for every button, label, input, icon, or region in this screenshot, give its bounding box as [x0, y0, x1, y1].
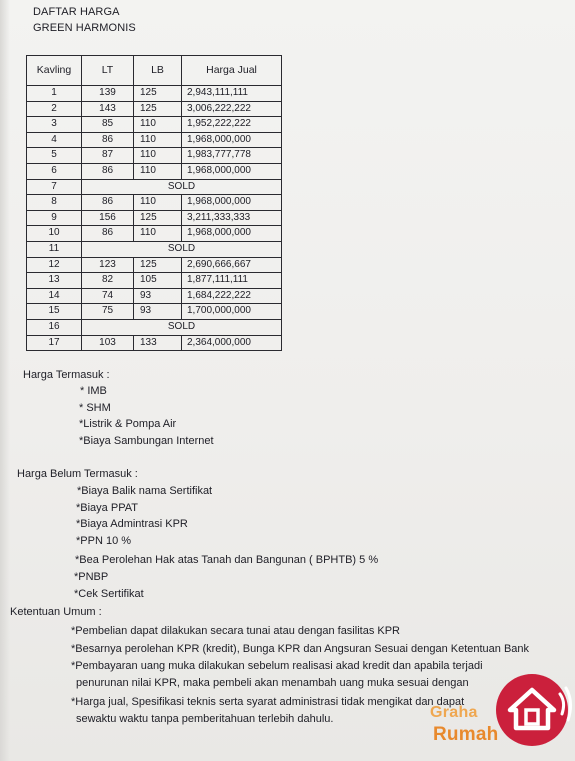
list-item: penurunan nilai KPR, maka pembeli akan menambah uang muka sesuai dengan	[76, 677, 469, 689]
table-row	[27, 335, 282, 351]
cell-kavling: 11	[27, 241, 82, 257]
table-row	[27, 210, 282, 226]
table-row	[27, 241, 282, 257]
cell-kavling: 7	[27, 179, 82, 195]
table-row	[27, 117, 282, 133]
list-item: * IMB	[80, 385, 107, 397]
cell-harga-jual: 3,006,222,222	[182, 101, 282, 117]
table-row	[27, 148, 282, 164]
cell-kavling: 1	[27, 86, 82, 102]
cell-lb: 125	[134, 257, 182, 273]
cell-lb: 110	[134, 195, 182, 211]
cell-kavling: 12	[27, 257, 82, 273]
list-item: *PNBP	[74, 571, 109, 583]
column-header-kavling: Kavling	[27, 56, 82, 86]
table-row	[27, 101, 282, 117]
list-item: sewaktu waktu tanpa pemberitahuan terlebih dahulu.	[76, 713, 334, 725]
table-row	[27, 195, 282, 211]
table-row	[27, 257, 282, 273]
cell-kavling: 14	[27, 288, 82, 304]
cell-kavling: 16	[27, 319, 82, 335]
cell-harga-jual: 1,968,000,000	[182, 226, 282, 242]
cell-sold-status: SOLD	[82, 319, 282, 335]
cell-harga-jual: 2,364,000,000	[182, 335, 282, 351]
cell-harga-jual: 1,983,777,778	[182, 148, 282, 164]
cell-lt: 87	[82, 148, 134, 164]
cell-lb: 93	[134, 304, 182, 320]
list-item: *Biaya Balik nama Sertifikat	[77, 485, 213, 497]
page-edge-shadow	[0, 0, 10, 761]
cell-lt: 85	[82, 117, 134, 133]
cell-harga-jual: 1,968,000,000	[182, 163, 282, 179]
cell-lt: 103	[82, 335, 134, 351]
section-title-belum-termasuk: Harga Belum Termasuk :	[17, 468, 138, 480]
cell-lb: 105	[134, 273, 182, 289]
list-item: *Biaya Admintrasi KPR	[76, 518, 188, 530]
cell-lb: 125	[134, 210, 182, 226]
cell-harga-jual: 1,968,000,000	[182, 132, 282, 148]
cell-kavling: 13	[27, 273, 82, 289]
cell-kavling: 3	[27, 117, 82, 133]
cell-lt: 86	[82, 195, 134, 211]
list-item: *Pembayaran uang muka dilakukan sebelum realisasi akad kredit dan apabila terjadi	[71, 660, 483, 672]
cell-lb: 110	[134, 163, 182, 179]
price-table-body	[27, 86, 282, 351]
cell-harga-jual: 1,968,000,000	[182, 195, 282, 211]
cell-lb: 110	[134, 148, 182, 164]
cell-lt: 156	[82, 210, 134, 226]
cell-kavling: 6	[27, 163, 82, 179]
section-title-ketentuan: Ketentuan Umum :	[10, 606, 102, 618]
cell-lb: 110	[134, 132, 182, 148]
list-item: *PPN 10 %	[76, 535, 132, 547]
cell-lt: 82	[82, 273, 134, 289]
list-item: *Besarnya perolehan KPR (kredit), Bunga KPR dan Angsuran Sesuai dengan Ketentuan Bank	[71, 643, 530, 655]
table-row	[27, 304, 282, 320]
list-item: *Bea Perolehan Hak atas Tanah dan Bangunan ( BPHTB) 5 %	[75, 554, 379, 566]
cell-harga-jual: 1,877,111,111	[182, 273, 282, 289]
cell-harga-jual: 1,700,000,000	[182, 304, 282, 320]
cell-sold-status: SOLD	[82, 179, 282, 195]
cell-harga-jual: 2,943,111,111	[182, 86, 282, 102]
cell-kavling: 8	[27, 195, 82, 211]
section-title-termasuk: Harga Termasuk :	[23, 369, 110, 381]
list-item: *Pembelian dapat dilakukan secara tunai atau dengan fasilitas KPR	[71, 625, 400, 637]
table-header-row	[27, 56, 282, 86]
cell-lb: 110	[134, 226, 182, 242]
cell-harga-jual: 1,952,222,222	[182, 117, 282, 133]
cell-kavling: 5	[27, 148, 82, 164]
cell-lt: 86	[82, 163, 134, 179]
column-header-harga: Harga Jual	[182, 56, 282, 86]
cell-lb: 110	[134, 117, 182, 133]
table-row	[27, 132, 282, 148]
cell-kavling: 2	[27, 101, 82, 117]
table-row	[27, 179, 282, 195]
table-row	[27, 288, 282, 304]
cell-kavling: 10	[27, 226, 82, 242]
cell-lb: 125	[134, 86, 182, 102]
table-row	[27, 163, 282, 179]
cell-lt: 74	[82, 288, 134, 304]
table-row	[27, 226, 282, 242]
price-table	[26, 55, 282, 351]
list-item: *Cek Sertifikat	[74, 588, 144, 600]
cell-lt: 86	[82, 132, 134, 148]
cell-kavling: 4	[27, 132, 82, 148]
cell-harga-jual: 3,211,333,333	[182, 210, 282, 226]
cell-lb: 133	[134, 335, 182, 351]
cell-harga-jual: 1,684,222,222	[182, 288, 282, 304]
list-item: *Biaya PPAT	[76, 502, 138, 514]
column-header-lb: LB	[134, 56, 182, 86]
list-item: *Biaya Sambungan Internet	[79, 435, 214, 447]
cell-lt: 139	[82, 86, 134, 102]
list-item: * SHM	[79, 402, 111, 414]
watermark-word-graha: Graha	[430, 704, 478, 721]
cell-kavling: 15	[27, 304, 82, 320]
house-icon	[496, 674, 571, 746]
cell-lb: 93	[134, 288, 182, 304]
cell-sold-status: SOLD	[82, 241, 282, 257]
cell-lt: 86	[82, 226, 134, 242]
list-item: *Listrik & Pompa Air	[79, 418, 177, 430]
table-row	[27, 86, 282, 102]
document-title: DAFTAR HARGA	[33, 6, 120, 18]
table-row	[27, 319, 282, 335]
cell-kavling: 17	[27, 335, 82, 351]
cell-lt: 75	[82, 304, 134, 320]
list-item: *Harga jual, Spesifikasi teknis serta syarat administrasi tidak mengikat dan dapat	[71, 696, 465, 708]
cell-lb: 125	[134, 101, 182, 117]
table-row	[27, 273, 282, 289]
cell-harga-jual: 2,690,666,667	[182, 257, 282, 273]
cell-lt: 143	[82, 101, 134, 117]
column-header-lt: LT	[82, 56, 134, 86]
cell-lt: 123	[82, 257, 134, 273]
watermark-word-rumah: Rumah	[433, 724, 499, 745]
cell-kavling: 9	[27, 210, 82, 226]
project-name: GREEN HARMONIS	[33, 22, 136, 34]
